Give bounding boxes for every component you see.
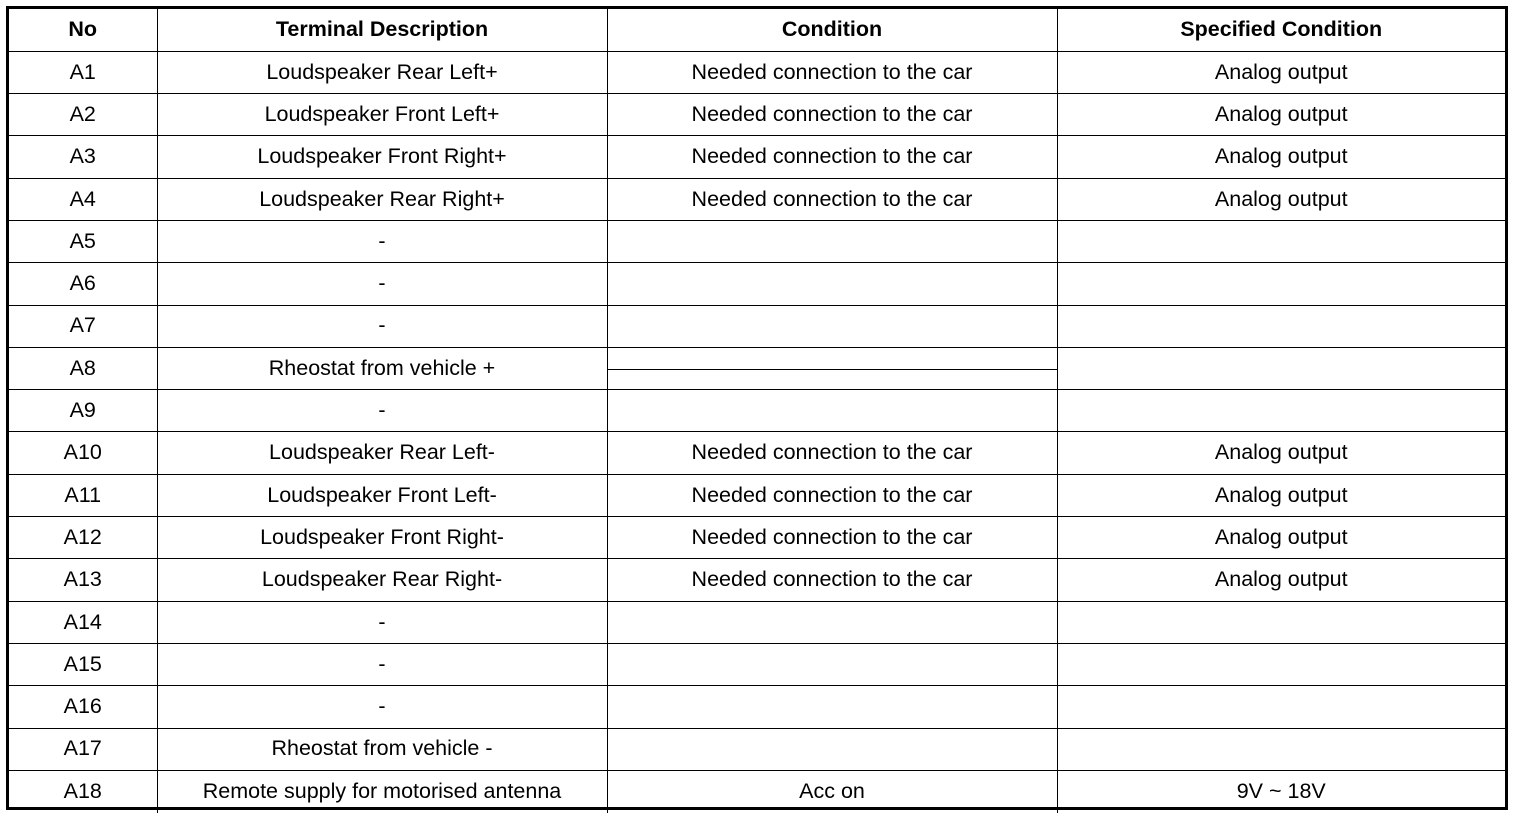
cell-condition (607, 220, 1057, 262)
table-row (9, 601, 1505, 643)
cell-no: A9 (9, 390, 157, 432)
cell-condition (607, 305, 1057, 347)
cell-no: A17 (9, 728, 157, 770)
cell-specified (1057, 686, 1505, 728)
cell-no: A12 (9, 517, 157, 559)
cell-condition: Needed connection to the car (607, 94, 1057, 136)
cell-description: - (157, 390, 607, 432)
cell-no: A1 (9, 51, 157, 93)
table-row (9, 559, 1505, 601)
cell-specified: Analog output (1057, 432, 1505, 474)
cell-condition: Needed connection to the car (607, 517, 1057, 559)
cell-specified: Analog output (1057, 517, 1505, 559)
cell-no: A18 (9, 770, 157, 812)
cell-specified (1057, 390, 1505, 432)
table-row (9, 220, 1505, 262)
cell-description: - (157, 643, 607, 685)
cell-description: - (157, 601, 607, 643)
cell-condition: Needed connection to the car (607, 51, 1057, 93)
cell-description: - (157, 220, 607, 262)
cell-description: - (157, 305, 607, 347)
table-row (9, 432, 1505, 474)
cell-description: Rheostat from vehicle + (157, 347, 607, 389)
cell-specified: Analog output (1057, 94, 1505, 136)
cell-no: A10 (9, 432, 157, 474)
table-row (9, 517, 1505, 559)
terminal-table-frame (6, 6, 1508, 810)
cell-description: Rheostat from vehicle - (157, 728, 607, 770)
cell-condition: Needed connection to the car (607, 559, 1057, 601)
cell-description: Loudspeaker Rear Left+ (157, 51, 607, 93)
table-row (9, 347, 1505, 389)
cell-specified (1057, 601, 1505, 643)
cell-description: Remote supply for motorised antenna (157, 770, 607, 812)
cell-description: Loudspeaker Front Right+ (157, 136, 607, 178)
cell-condition (607, 643, 1057, 685)
cell-specified: Analog output (1057, 559, 1505, 601)
table-row (9, 263, 1505, 305)
cell-no: A11 (9, 474, 157, 516)
header-no: No (9, 9, 157, 51)
cell-description: Loudspeaker Front Left- (157, 474, 607, 516)
table-row (9, 728, 1505, 770)
header-specified-condition: Specified Condition (1057, 9, 1505, 51)
cell-no: A6 (9, 263, 157, 305)
cell-condition-split (607, 347, 1057, 389)
cell-specified: Analog output (1057, 474, 1505, 516)
cell-no: A8 (9, 347, 157, 389)
cell-specified (1057, 263, 1505, 305)
cell-condition: Needed connection to the car (607, 432, 1057, 474)
table-row (9, 643, 1505, 685)
cell-specified (1057, 305, 1505, 347)
cell-no: A3 (9, 136, 157, 178)
cell-description: Loudspeaker Rear Right- (157, 559, 607, 601)
cell-specified (1057, 643, 1505, 685)
cell-description: Loudspeaker Front Left+ (157, 94, 607, 136)
cell-condition: Needed connection to the car (607, 136, 1057, 178)
cell-no: A2 (9, 94, 157, 136)
table-row (9, 305, 1505, 347)
table-row (9, 474, 1505, 516)
table-row (9, 390, 1505, 432)
header-terminal-description: Terminal Description (157, 9, 607, 51)
cell-no: A13 (9, 559, 157, 601)
table-row (9, 136, 1505, 178)
cell-specified: Analog output (1057, 178, 1505, 220)
table-header-row (9, 9, 1505, 51)
cell-condition (607, 686, 1057, 728)
cell-specified (1057, 728, 1505, 770)
cell-description: - (157, 686, 607, 728)
cell-condition (607, 390, 1057, 432)
table-row (9, 178, 1505, 220)
cell-description: - (157, 263, 607, 305)
cell-specified (1057, 220, 1505, 262)
cell-no: A15 (9, 643, 157, 685)
cell-no: A16 (9, 686, 157, 728)
cell-divider-line (608, 369, 1057, 370)
table-row (9, 686, 1505, 728)
cell-no: A4 (9, 178, 157, 220)
table-row (9, 94, 1505, 136)
header-condition: Condition (607, 9, 1057, 51)
cell-no: A14 (9, 601, 157, 643)
cell-specified: 9V ~ 18V (1057, 770, 1505, 812)
cell-specified (1057, 347, 1505, 389)
cell-specified: Analog output (1057, 136, 1505, 178)
cell-no: A5 (9, 220, 157, 262)
cell-description: Loudspeaker Rear Right+ (157, 178, 607, 220)
cell-description: Loudspeaker Rear Left- (157, 432, 607, 474)
cell-condition (607, 601, 1057, 643)
table-row (9, 770, 1505, 812)
cell-condition: Acc on (607, 770, 1057, 812)
cell-condition: Needed connection to the car (607, 474, 1057, 516)
cell-condition: Needed connection to the car (607, 178, 1057, 220)
cell-description: Loudspeaker Front Right- (157, 517, 607, 559)
terminal-table (9, 9, 1505, 813)
cell-specified: Analog output (1057, 51, 1505, 93)
cell-no: A7 (9, 305, 157, 347)
cell-condition (607, 263, 1057, 305)
cell-condition (607, 728, 1057, 770)
table-row (9, 51, 1505, 93)
